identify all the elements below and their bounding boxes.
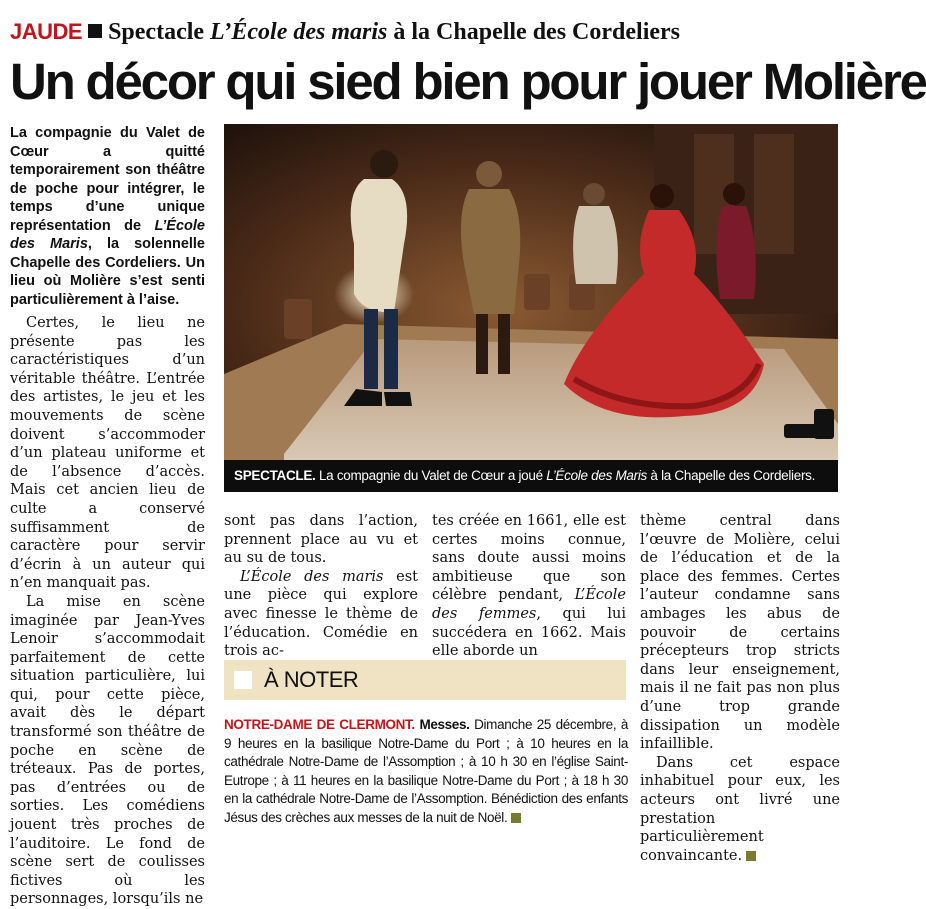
chapo-after: , la solennelle Chapelle des Cordeliers. Un lieu où Molière s’est senti particulièrement à l’aise. — [10, 236, 205, 308]
paragraph-text: tes créée en 1661, elle est certes moins connue, sans doute aussi moins ambitieuse que son célèbre pendant, — [432, 513, 626, 604]
paragraph-text: Dans cet espace inhabituel pour eux, les acteurs ont livré une prestation particulièrement convaincante. — [640, 754, 840, 864]
paragraph — [224, 568, 418, 661]
note-title: À NOTER — [264, 667, 359, 692]
note-body: Dimanche 25 décembre, à 9 heures en la basilique Notre-Dame du Port ; à 10 heures en la cathédrale Notre-Dame de l’Assomption ; à 10 h 30 en l’église Saint-Eutrope ; à 11 heures en la basilique Notre-Dame du Port ; à 18 h 30 en la cathédrale Notre-Dame de l’Assomption. Bénédiction des enfants Jésus des crèches aux messes de la nuit de Noël. — [224, 717, 628, 825]
paragraph-text: est une pièce qui explore avec finesse le thème de l’éducation. Comédie en trois ac- — [224, 568, 418, 660]
white-square-icon — [234, 671, 252, 689]
column-2 — [224, 512, 418, 661]
play-title: L’École des maris — [240, 568, 384, 585]
note-place: NOTRE-DAME DE CLERMONT. — [224, 717, 415, 732]
kicker-before: Spectacle — [108, 19, 211, 45]
caption-title: L’École des Maris — [546, 468, 647, 483]
photo-caption — [224, 460, 838, 492]
chapo-before: La compagnie du Valet de Cœur a quitté temporairement son théâtre de poche pour intégrer, le temps d’une unique représentation de — [10, 125, 205, 234]
note-header — [224, 660, 626, 700]
paragraph — [640, 754, 840, 866]
caption-before: La compagnie du Valet de Cœur a joué — [315, 468, 547, 483]
end-mark-icon — [746, 851, 756, 861]
chapo — [10, 124, 205, 309]
stage-photo-illustration — [224, 124, 838, 460]
caption-after: à la Chapelle des Cordeliers. — [646, 468, 816, 483]
column-3 — [432, 512, 626, 661]
paragraph: Certes, le lieu ne présente pas les caractéristiques d’un véritable théâtre. L’entrée des artistes, le jeu et les mouvements de scène doivent s’accommoder d’un plateau uniforme et de l’absence d’accès. Mais cet ancien lieu de culte a conservé suffisamment de caractère pour servir d’écrin à un auteur qui n’en manquait pas. — [10, 315, 205, 592]
rubric: JAUDE — [10, 19, 83, 44]
paragraph — [432, 512, 626, 661]
column-4 — [640, 512, 840, 865]
kicker-title: L’École des maris — [210, 19, 388, 45]
stage-photo — [224, 124, 838, 460]
paragraph-text: , qui lui succédera en 1662. Mais elle aborde un — [432, 605, 626, 660]
chapo-title: L’École des Maris — [10, 217, 205, 252]
paragraph: La mise en scène imaginée par Jean-Yves Lenoir s’accommodait parfaitement de cette situation particulière, lui qui, pour cette pièce, avait dès le départ transformé son théâtre de poche en scène de tréteaux. Pas de portes, pas d’entrées ou de sorties. Les comédiens jouent très proches de l’auditoire. Le fond de scène sert de coulisses fictives où les personnages, lorsqu’ils ne — [10, 593, 205, 908]
play-title: L’École des femmes — [432, 587, 626, 622]
kicker-after: à la Chapelle des Cordeliers — [387, 19, 681, 45]
note-label: Messes. — [414, 717, 470, 732]
paragraph: sont pas dans l’action, prennent place au vu et au su de tous. — [224, 513, 418, 567]
kicker — [10, 20, 680, 44]
note-text — [224, 716, 628, 827]
paragraph: thème central dans l’œuvre de Molière, celui de l’éducation et de la place des femmes. Certes l’auteur condamne sans ambages les abus de pouvoir de certains précepteurs trop stricts dans leur enseignement, mais il ne fait pas non plus d’une trop grande dissipation un modèle infaillible. — [640, 513, 840, 753]
column-1 — [10, 314, 205, 909]
headline: Un décor qui sied bien pour jouer Molière — [10, 53, 926, 110]
black-square-icon — [88, 24, 102, 38]
caption-label: SPECTACLE. — [234, 468, 316, 483]
end-mark-icon — [511, 813, 521, 823]
